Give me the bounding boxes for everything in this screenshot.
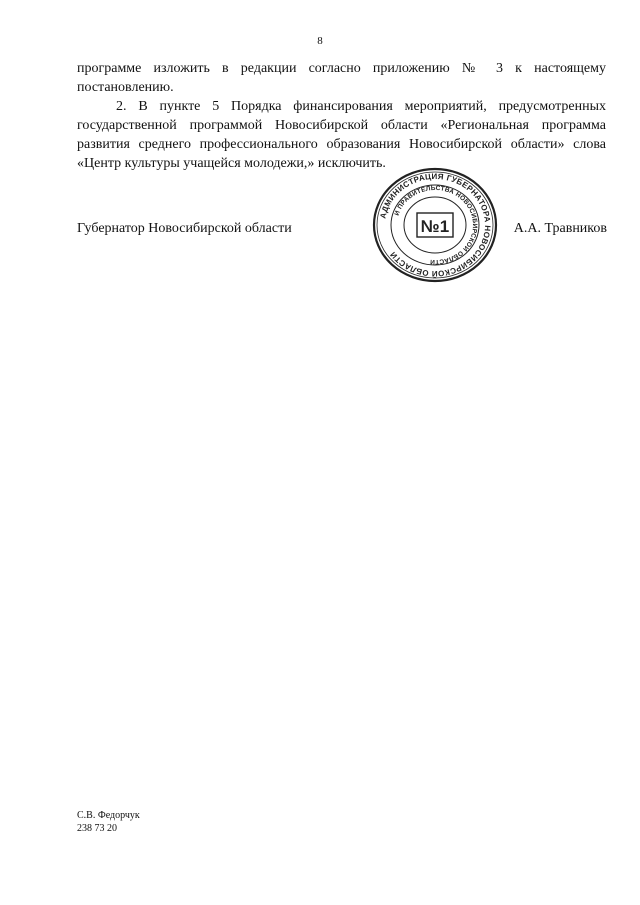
footer-phone: 238 73 20 xyxy=(77,823,117,834)
seal-outer-text: АДМИНИСТРАЦИЯ ГУБЕРНАТОРА НОВОСИБИРСКОЙ ОБЛАСТИ xyxy=(378,171,493,279)
seal-center-number: №1 xyxy=(420,217,450,236)
footer-author: С.В. Федорчук xyxy=(77,810,140,821)
signer-title: Губернатор Новосибирской области xyxy=(77,221,292,236)
seal-graphic xyxy=(370,165,500,285)
document-footer xyxy=(77,809,140,835)
paragraph-item-2: 2. В пункте 5 Порядка финансирования мероприятий, предусмотренных государственной программой Новосибирской области «Региональная программа развития среднего профессионального образования Новосибирской области» слова «Центр культуры учащейся молодежи,» исключить. xyxy=(77,99,606,171)
signature-row xyxy=(77,219,607,239)
signer-name: А.А. Травников xyxy=(513,221,607,236)
paragraph-continuation: программе изложить в редакции согласно приложению № 3 к настоящему постановлению. xyxy=(77,61,606,95)
seal-inner-text: И ПРАВИТЕЛЬСТВА НОВОСИБИРСКОЙ ОБЛАСТИ xyxy=(393,184,479,266)
page-number: 8 xyxy=(317,35,323,47)
official-seal xyxy=(370,165,500,285)
